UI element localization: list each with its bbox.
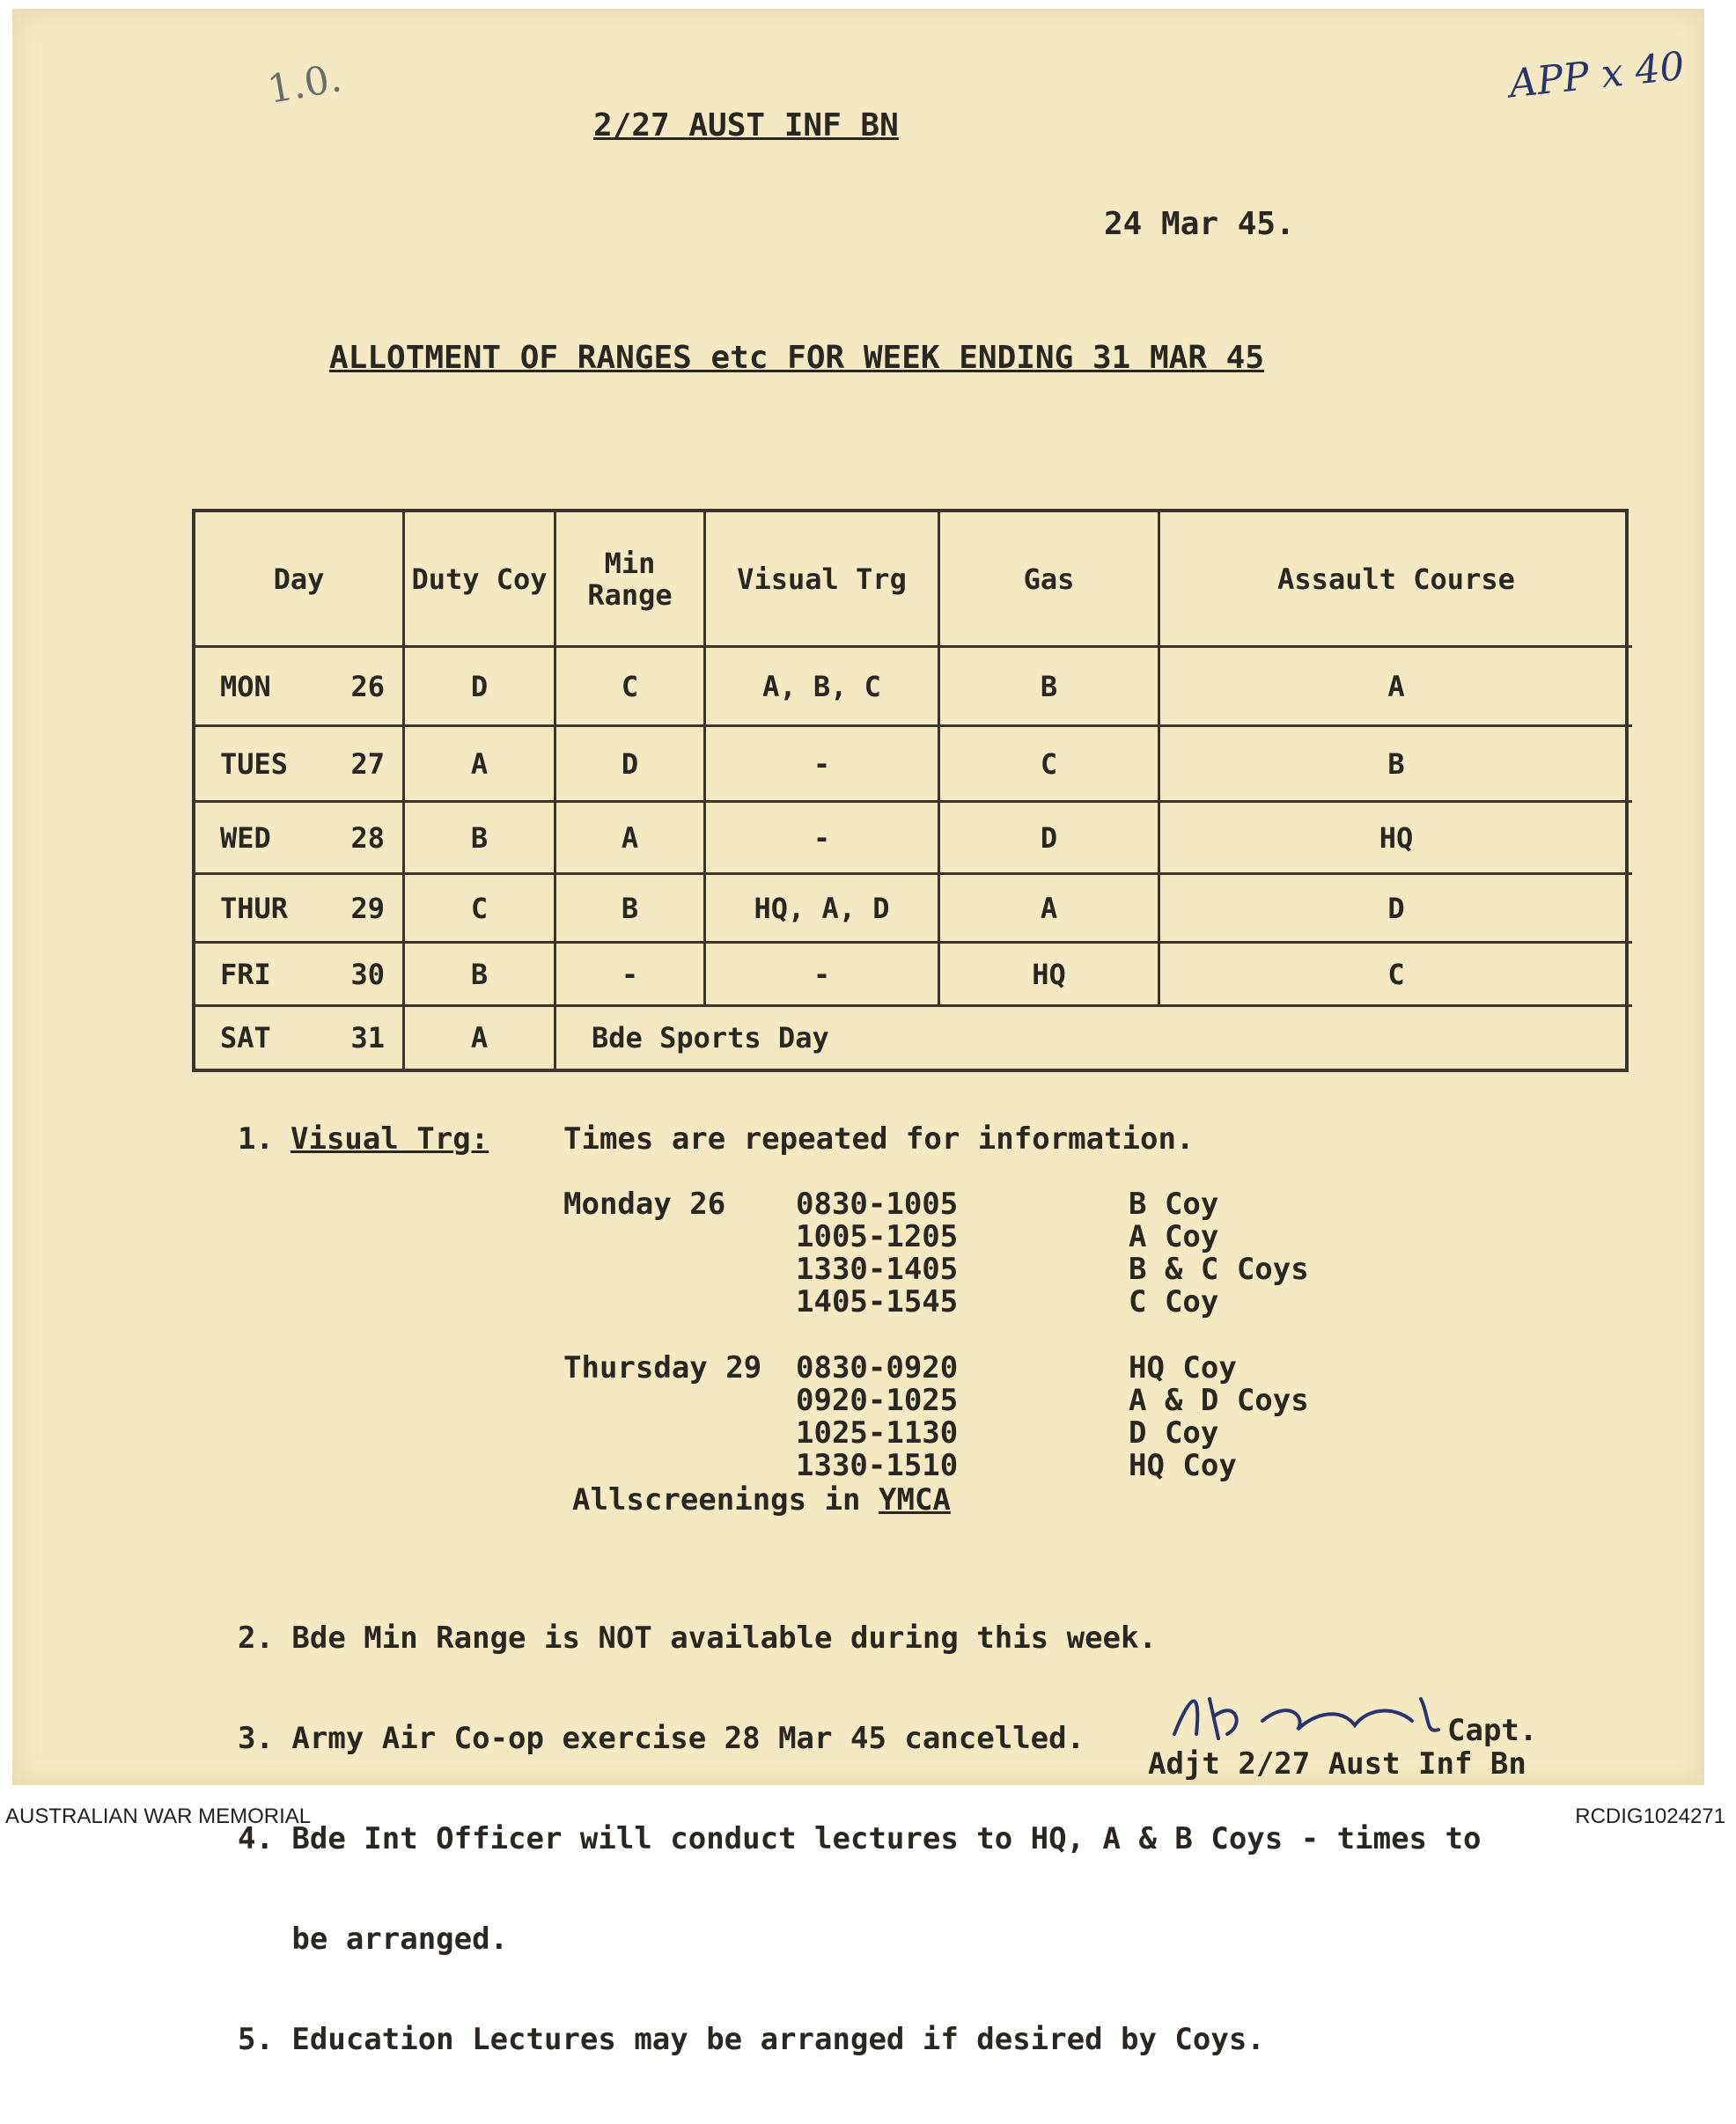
table-row-day: FRI 30 <box>195 944 405 1007</box>
table-cell-range: B <box>556 875 706 944</box>
note-3: 3. Army Air Co-op exercise 28 Mar 45 cancelled. <box>238 1721 1085 1756</box>
signature-appointment: Adjt 2/27 Aust Inf Bn <box>1148 1746 1526 1782</box>
table-cell-assault: C <box>1160 944 1632 1007</box>
table-cell-gas: C <box>940 727 1160 803</box>
table-row-day: WED 28 <box>195 803 405 875</box>
table-row-day: THUR 29 <box>195 875 405 944</box>
visual-trg-number: 1. <box>238 1121 274 1157</box>
coy-slot: HQ Coy <box>1129 1448 1237 1483</box>
table-cell-assault: A <box>1160 648 1632 727</box>
table-cell-visual: - <box>706 803 940 875</box>
time-slot: 1330-1405 <box>796 1252 959 1287</box>
table-cell-assault: HQ <box>1160 803 1632 875</box>
note-4-cont: be arranged. <box>238 1922 509 1957</box>
monday-label: Monday 26 <box>563 1187 726 1222</box>
coy-slot: A Coy <box>1129 1219 1219 1254</box>
range-allotment-table <box>192 509 1629 1072</box>
table-cell-range: - <box>556 944 706 1007</box>
signature-rank: Capt. <box>1447 1713 1538 1748</box>
thursday-times <box>796 1352 958 1482</box>
coy-slot: A & D Coys <box>1129 1383 1309 1418</box>
table-cell-sports-day: Bde Sports Day <box>592 1021 829 1055</box>
footer-id: RCDIG1024271 <box>1575 1804 1725 1828</box>
unit-heading: 2/27 AUST INF BN <box>593 107 899 143</box>
table-cell-visual: - <box>706 944 940 1007</box>
table-cell-gas: B <box>940 648 1160 727</box>
coy-slot: D Coy <box>1129 1415 1219 1451</box>
table-cell-gas: D <box>940 803 1160 875</box>
table-cell-range: D <box>556 727 706 803</box>
table-cell-range: C <box>556 648 706 727</box>
header-duty-coy: Duty Coy <box>405 512 556 648</box>
table-cell-assault: D <box>1160 875 1632 944</box>
time-slot: 1025-1130 <box>796 1415 959 1451</box>
monday-coys <box>1129 1188 1309 1319</box>
time-slot: 0830-1005 <box>796 1187 959 1222</box>
handwritten-signature <box>1166 1681 1456 1752</box>
document-title: ALLOTMENT OF RANGES etc FOR WEEK ENDING 31 MAR 45 <box>329 340 1265 376</box>
coy-slot: B & C Coys <box>1129 1252 1309 1287</box>
monday-times <box>796 1188 958 1319</box>
coy-slot: C Coy <box>1129 1284 1219 1319</box>
screenings-line: Allscreenings in YMCA <box>572 1482 951 1518</box>
note-4: 4. Bde Int Officer will conduct lectures to HQ, A & B Coys - times to <box>238 1821 1482 1856</box>
thursday-coys <box>1129 1352 1309 1482</box>
appendix-annotation: APP x 40 <box>1506 43 1687 107</box>
time-slot: 1005-1205 <box>796 1219 959 1254</box>
footer-source: AUSTRALIAN WAR MEMORIAL <box>5 1804 312 1828</box>
table-cell-duty: D <box>405 648 556 727</box>
note-2: 2. Bde Min Range is NOT available during this week. <box>238 1621 1157 1656</box>
table-row-day: MON 26 <box>195 648 405 727</box>
table-row-day: SAT 31 <box>195 1007 405 1069</box>
header-visual-trg: Visual Trg <box>706 512 940 648</box>
time-slot: 0920-1025 <box>796 1383 959 1418</box>
table-cell-gas: HQ <box>940 944 1160 1007</box>
time-slot: 0830-0920 <box>796 1350 959 1385</box>
coy-slot: B Coy <box>1129 1187 1219 1222</box>
header-day: Day <box>195 512 405 648</box>
header-gas: Gas <box>940 512 1160 648</box>
pencil-annotation: 1.0. <box>264 55 345 113</box>
notes-list <box>238 1554 1481 2123</box>
document-date: 24 Mar 45. <box>1104 206 1295 242</box>
table-row-day: TUES 27 <box>195 727 405 803</box>
coy-slot: HQ Coy <box>1129 1350 1237 1385</box>
table-cell-visual: HQ, A, D <box>706 875 940 944</box>
thursday-label: Thursday 29 <box>563 1350 762 1385</box>
table-cell-visual: - <box>706 727 940 803</box>
table-cell-gas: A <box>940 875 1160 944</box>
header-min-range: Min Range <box>556 512 706 648</box>
table-cell-duty: C <box>405 875 556 944</box>
table-cell-assault: B <box>1160 727 1632 803</box>
table-cell-duty: B <box>405 803 556 875</box>
visual-trg-intro: Times are repeated for information. <box>563 1121 1195 1157</box>
time-slot: 1405-1545 <box>796 1284 959 1319</box>
table-cell-duty: A <box>405 727 556 803</box>
header-assault-course: Assault Course <box>1160 512 1632 648</box>
screenings-place: YMCA <box>879 1482 951 1518</box>
footer-bar <box>0 1801 1736 1833</box>
time-slot: 1330-1510 <box>796 1448 959 1483</box>
visual-trg-heading: Visual Trg: <box>291 1121 489 1157</box>
table-cell-duty: A <box>405 1007 556 1069</box>
table-cell-duty: B <box>405 944 556 1007</box>
table-cell-range: A <box>556 803 706 875</box>
note-5: 5. Education Lectures may be arranged if desired by Coys. <box>238 2022 1265 2057</box>
table-cell-visual: A, B, C <box>706 648 940 727</box>
